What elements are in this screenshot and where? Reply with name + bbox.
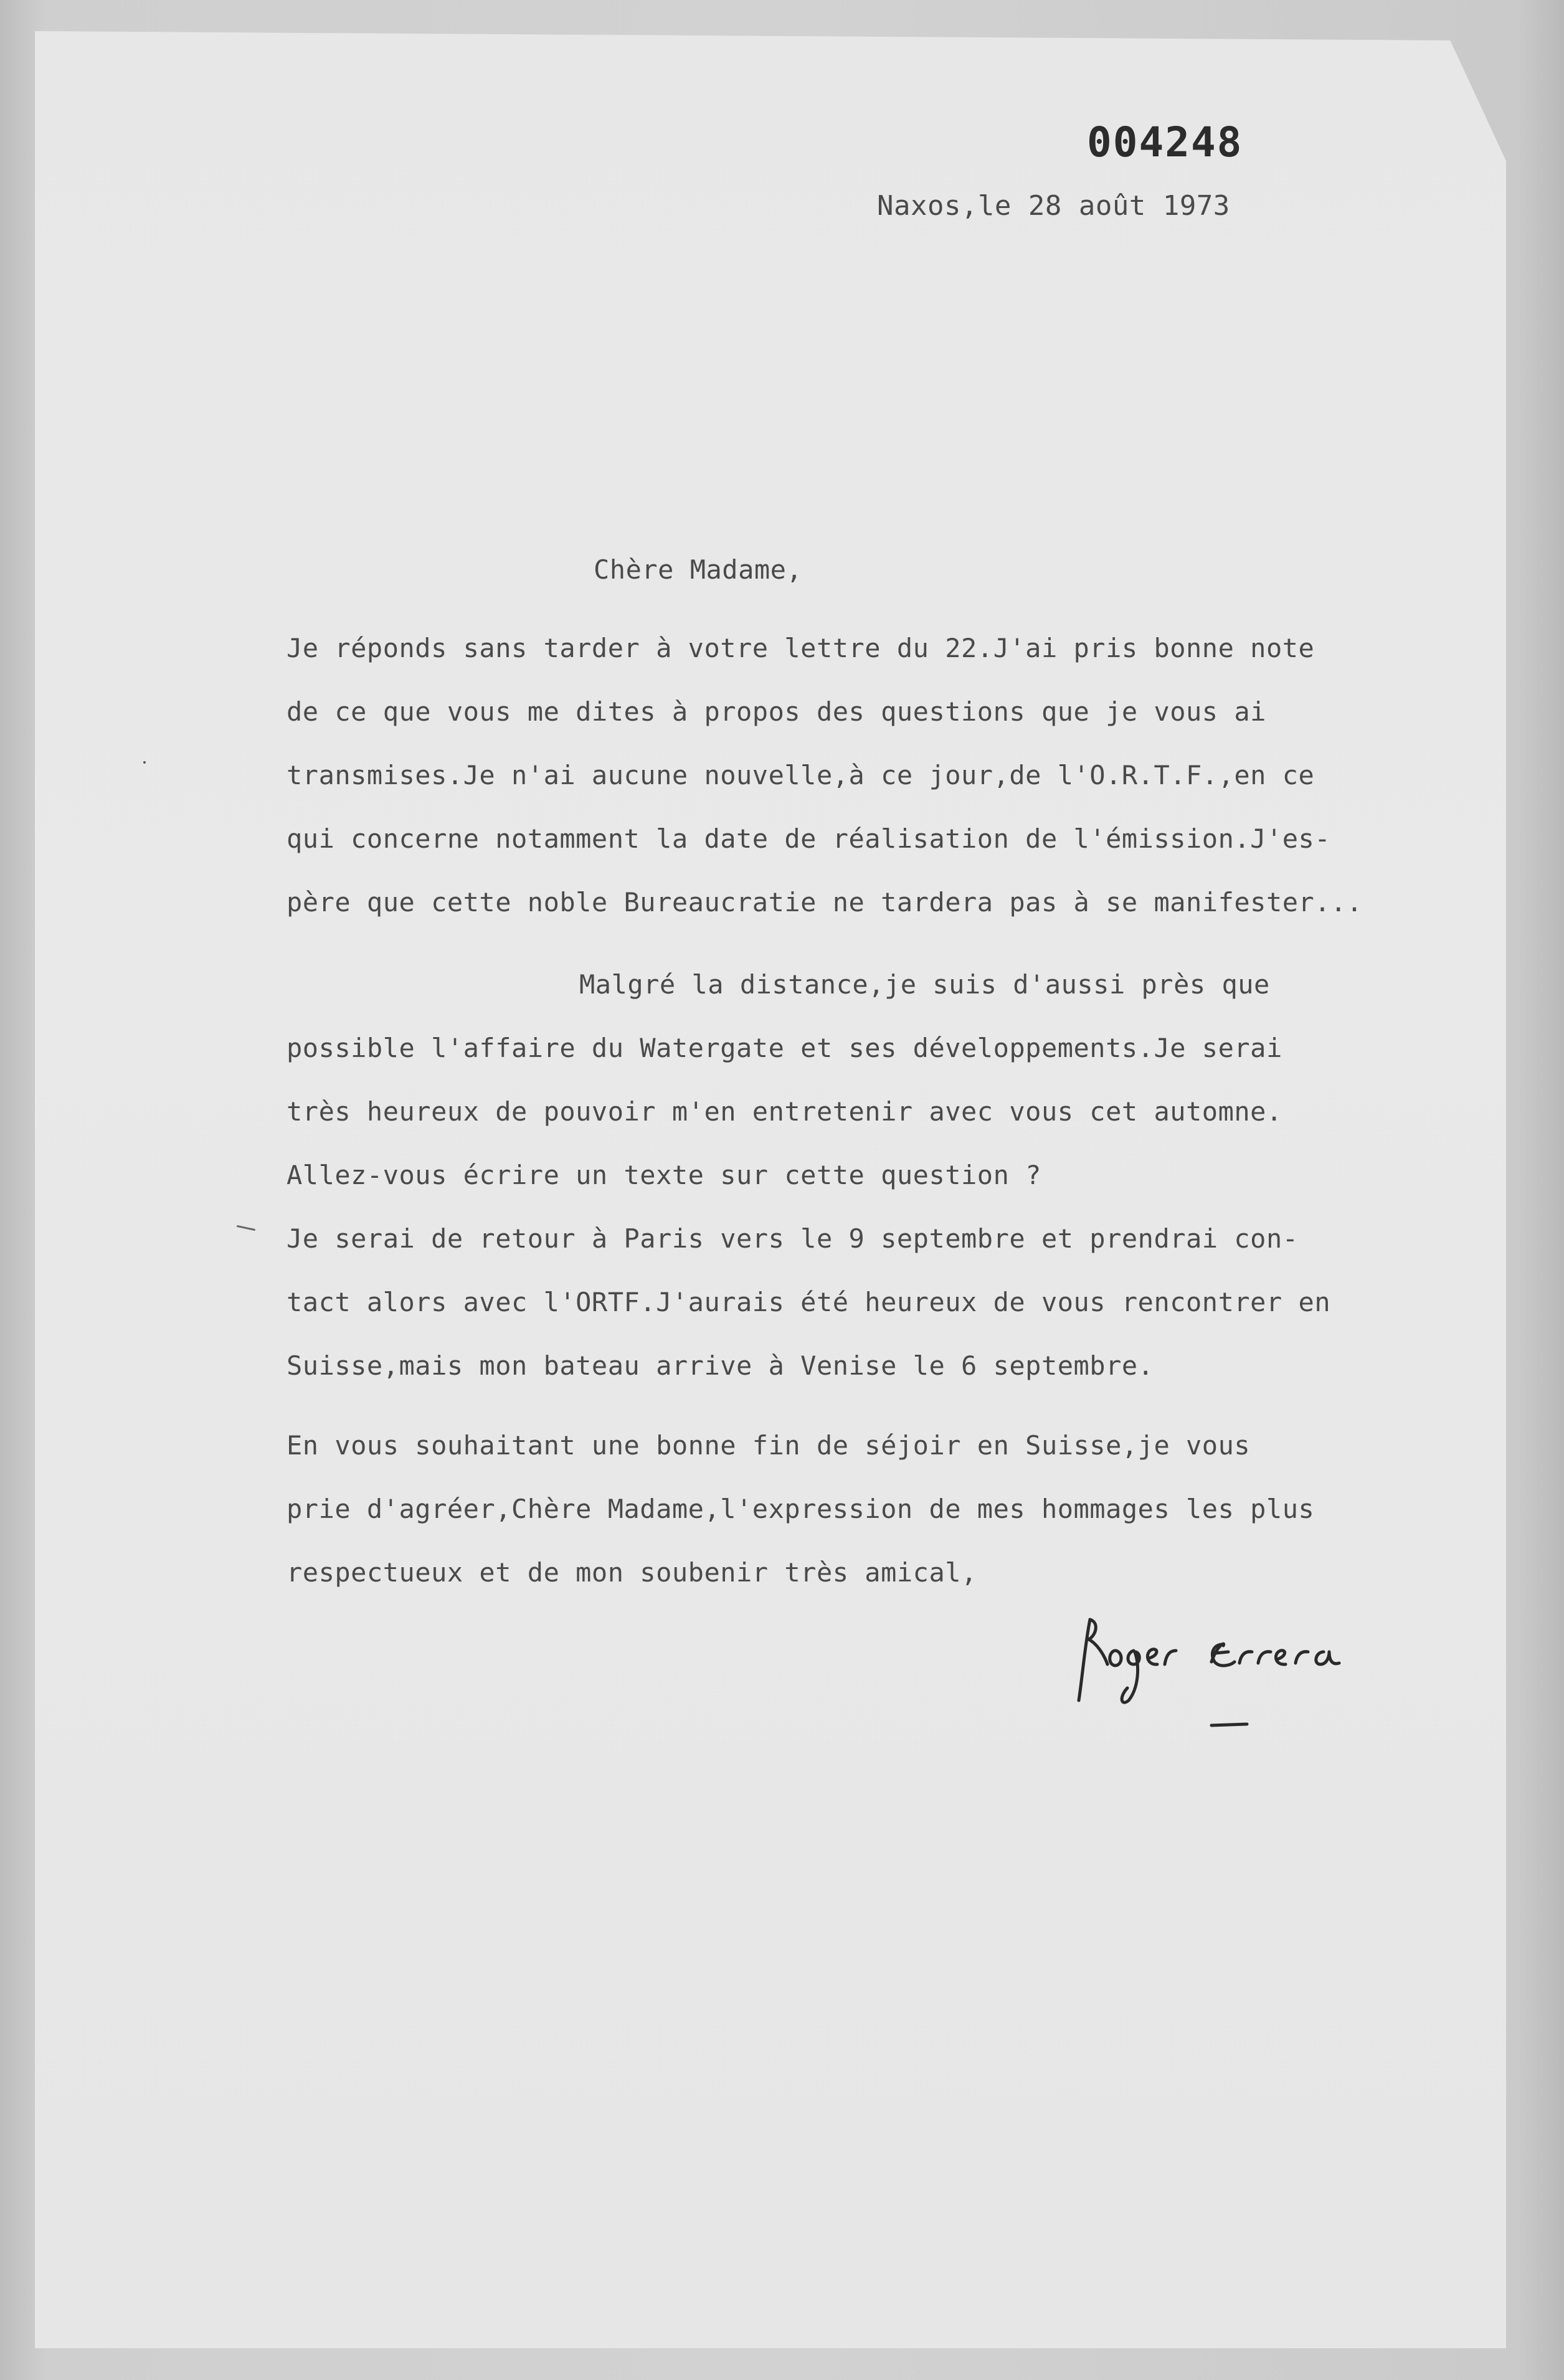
- place-date-line: Naxos,le 28 août 1973: [877, 190, 1230, 222]
- body-line: En vous souhaitant une bonne fin de séjoir en Suisse,je vous: [287, 1430, 1251, 1461]
- body-line: Suisse,mais mon bateau arrive à Venise le 6 septembre.: [287, 1350, 1154, 1381]
- reference-number: 004248: [1087, 118, 1243, 166]
- letter-body: [287, 617, 1507, 1605]
- paragraph-2: [287, 953, 1507, 1398]
- body-line: Allez-vous écrire un texte sur cette question ?: [287, 1160, 1041, 1190]
- body-line: très heureux de pouvoir m'en entretenir avec vous cet automne.: [287, 1096, 1282, 1127]
- body-line: qui concerne notamment la date de réalisation de l'émission.J'es-: [287, 823, 1331, 854]
- paragraph-1: [287, 617, 1507, 934]
- body-line: Je serai de retour à Paris vers le 9 septembre et prendrai con-: [287, 1223, 1299, 1254]
- body-line: Je réponds sans tarder à votre lettre du 22.J'ai pris bonne note: [287, 633, 1315, 663]
- body-line: transmises.Je n'ai aucune nouvelle,à ce jour,de l'O.R.T.F.,en ce: [287, 760, 1315, 790]
- body-line: respectueux et de mon soubenir très amical,: [287, 1557, 977, 1588]
- paragraph-3: [287, 1414, 1507, 1605]
- body-line: de ce que vous me dites à propos des questions que je vous ai: [287, 696, 1266, 727]
- body-line: possible l'affaire du Watergate et ses développements.Je serai: [287, 1033, 1282, 1063]
- body-line: père que cette noble Bureaucratie ne tardera pas à se manifester...: [287, 887, 1363, 917]
- body-line: Malgré la distance,je suis d'aussi près que: [579, 969, 1270, 1000]
- signature-drawing: [1071, 1607, 1395, 1750]
- salutation: Chère Madame,: [594, 554, 803, 585]
- margin-mark: [143, 761, 146, 764]
- body-line: tact alors avec l'ORTF.J'aurais été heureux de vous rencontrer en: [287, 1287, 1331, 1317]
- body-line: prie d'agréer,Chère Madame,l'expression de mes hommages les plus: [287, 1494, 1315, 1524]
- handwritten-signature: [1071, 1607, 1395, 1750]
